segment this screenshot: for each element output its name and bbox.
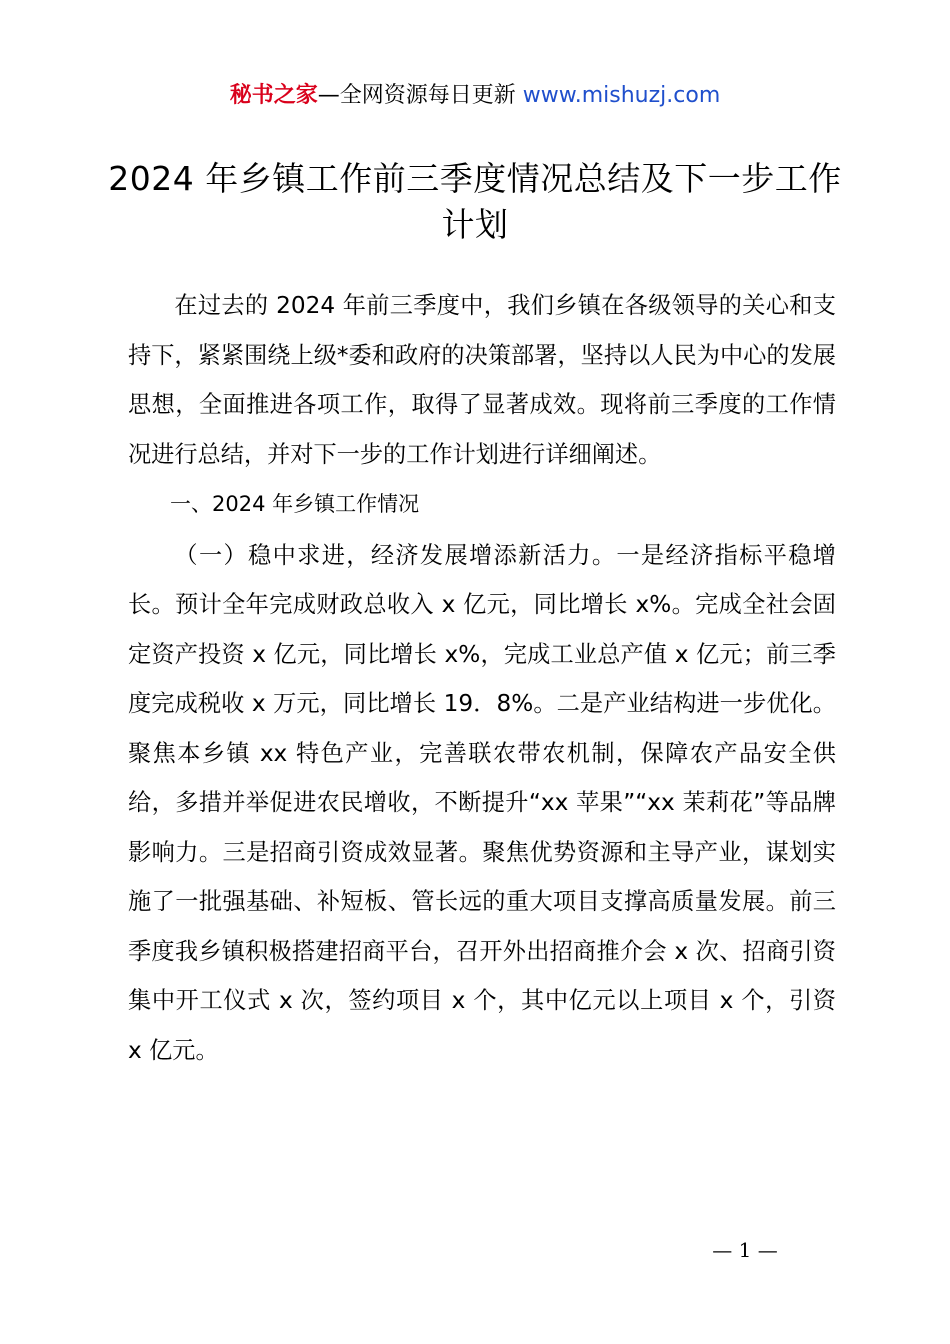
- intro-paragraph: 在过去的 2024 年前三季度中，我们乡镇在各级领导的关心和支持下，紧紧围绕上级*委和政府的决策部署，坚持以人民为中心的发展思想，全面推进各项工作，取得了显著成效。现将前三季度的工作情况进行总结，并对下一步的工作计划进行详细阐述。: [128, 292, 836, 468]
- section-heading: 一、2024 年乡镇工作情况: [170, 492, 420, 516]
- site-url-link[interactable]: www.mishuzj.com: [522, 83, 721, 108]
- economy-paragraph: （一）稳中求进，经济发展增添新活力。一是经济指标平稳增长。预计全年完成财政总收入 x 亿元，同比增长 x%。完成全社会固定资产投资 x 亿元，同比增长 x%，完成工业总产值 x 亿元；前三季度完成税收 x 万元，同比增长 19．8%。二是产业结构进一步优化。聚焦本乡镇 xx 特色产业，完善联农带农机制，保障农产品安全供给，多措并举促进农民增收，不断提升“xx 苹果”“xx 茉莉花”等品牌影响力。三是招商引资成效显著。聚焦优势资源和主导产业，谋划实施了一批强基础、补短板、管长远的重大项目支撑高质量发展。前三季度我乡镇积极搭建招商平台，召开外出招商推介会 x 次、招商引资集中开工仪式 x 次，签约项目 x 个，其中亿元以上项目 x 个，引资 x 亿元。: [128, 541, 836, 1064]
- site-header: [0, 80, 950, 112]
- document-body: [128, 281, 836, 1075]
- document-title: 2024 年乡镇工作前三季度情况总结及下一步工作计划: [108, 159, 842, 244]
- brand-name: 秘书之家: [229, 83, 318, 108]
- site-tagline: —全网资源每日更新: [317, 83, 516, 108]
- page-number: — 1 —: [712, 1238, 778, 1262]
